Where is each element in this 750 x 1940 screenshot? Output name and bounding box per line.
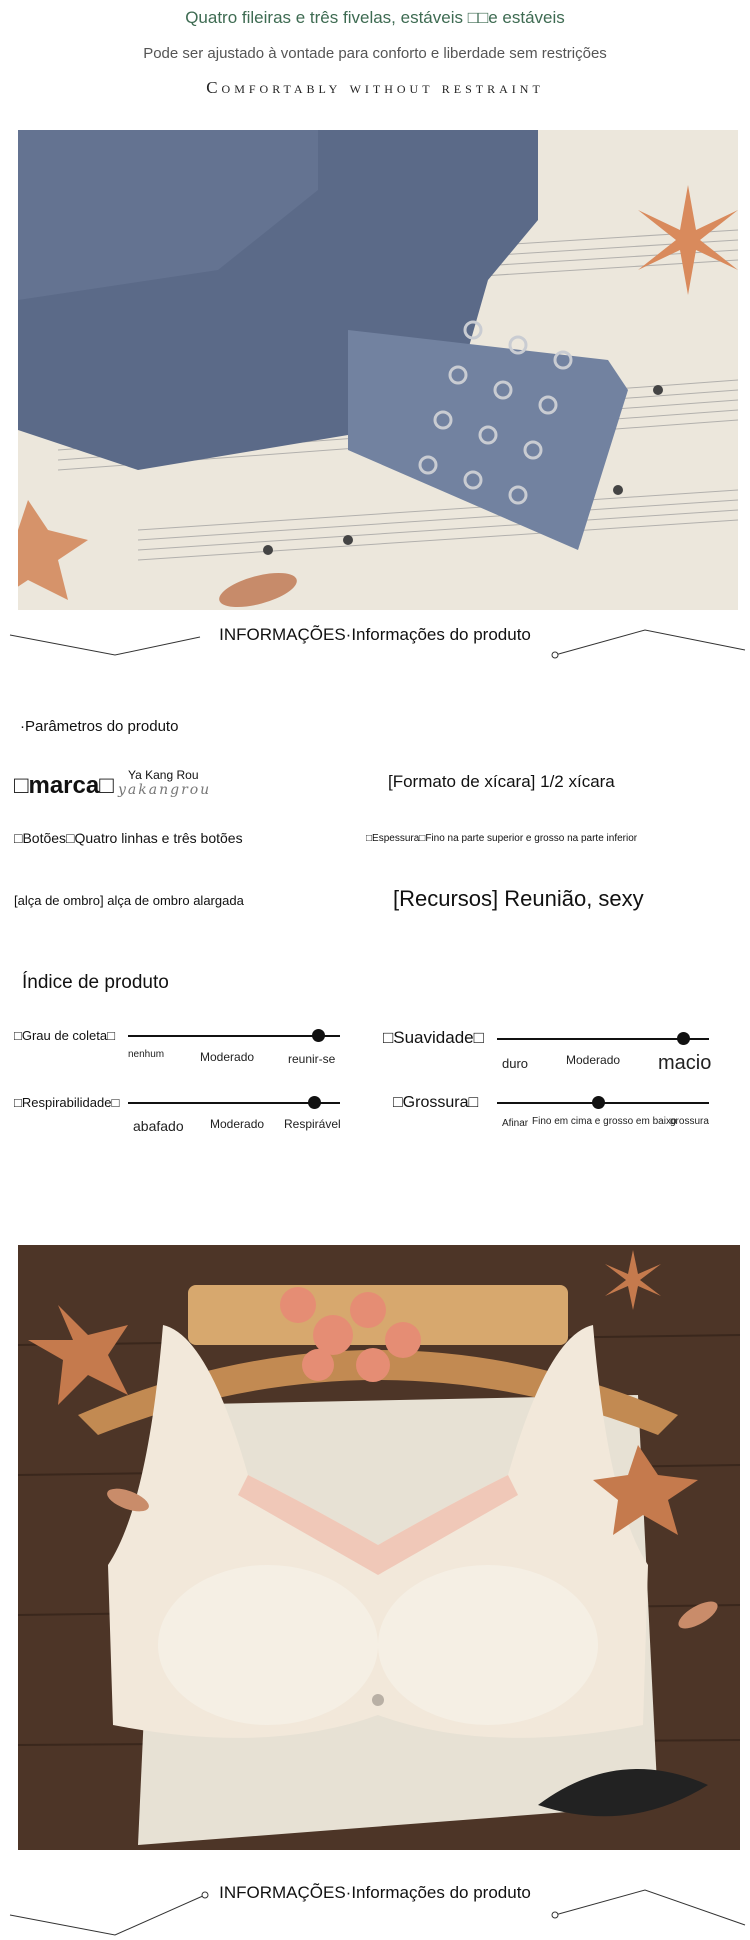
- meter-tick-high: reunir-se: [288, 1052, 336, 1066]
- section-header-2: [0, 1880, 750, 1940]
- brand-script: yakangrou: [118, 782, 212, 798]
- meter-softness: [380, 1025, 750, 1085]
- meter-tick-high: Respirável: [284, 1117, 341, 1131]
- meter-label: □Grau de coleta□: [14, 1028, 115, 1043]
- meter-tick-low: abafado: [133, 1118, 184, 1134]
- params-heading: ·Parâmetros do produto: [20, 718, 179, 735]
- meter-label: □Suavidade□: [383, 1028, 484, 1047]
- index-heading: Índice de produto: [22, 972, 169, 993]
- intro-line-3: Comfortably without restraint: [206, 78, 544, 97]
- meter-tick-high: grossura: [670, 1116, 709, 1127]
- brand-label: □marca□: [14, 772, 114, 799]
- meter-knob: [308, 1096, 321, 1109]
- meter-track: [128, 1035, 340, 1037]
- section-title-1: INFORMAÇÕES·Informações do produto: [219, 625, 531, 644]
- meter-tick-mid: Moderado: [200, 1050, 255, 1064]
- section-title-2: INFORMAÇÕES·Informações do produto: [219, 1883, 531, 1902]
- strap-spec: [alça de ombro] alça de ombro alargada: [14, 893, 244, 908]
- section-header-1: [0, 625, 750, 685]
- meter-tick-low: nenhum: [128, 1049, 165, 1060]
- product-photo-hooks: [18, 130, 738, 610]
- meter-label: □Respirabilidade□: [14, 1095, 120, 1110]
- cup-shape: [Formato de xícara] 1/2 xícara: [388, 772, 615, 791]
- meter-knob: [592, 1096, 605, 1109]
- meter-tick-mid: Moderado: [210, 1117, 265, 1131]
- brand-value: Ya Kang Rou: [128, 768, 199, 782]
- meter-thickness: [380, 1092, 750, 1142]
- intro-line-1: Quatro fileiras e três fivelas, estáveis □□e estáveis: [185, 8, 565, 27]
- product-photo-pink-bra: [18, 1245, 740, 1850]
- meter-tick-mid: Moderado: [566, 1053, 621, 1067]
- meter-tick-mid: Fino em cima e grosso em baixo: [532, 1116, 677, 1127]
- thickness-spec: □Espessura□Fino na parte superior e grosso na parte inferior: [366, 833, 638, 844]
- meter-tick-low: duro: [502, 1056, 529, 1071]
- features-spec: [Recursos] Reunião, sexy: [393, 886, 644, 911]
- intro-line-2: Pode ser ajustado à vontade para conforto e liberdade sem restrições: [143, 45, 607, 62]
- buttons-spec: □Botões□Quatro linhas e três botões: [14, 830, 243, 846]
- meter-gathering: [0, 1025, 375, 1075]
- meter-knob: [677, 1032, 690, 1045]
- meter-tick-low: Afinar: [502, 1118, 529, 1129]
- meter-tick-high: macio: [658, 1052, 712, 1074]
- meter-knob: [312, 1029, 325, 1042]
- meter-label: □Grossura□: [393, 1094, 479, 1111]
- meter-breathability: [0, 1092, 375, 1142]
